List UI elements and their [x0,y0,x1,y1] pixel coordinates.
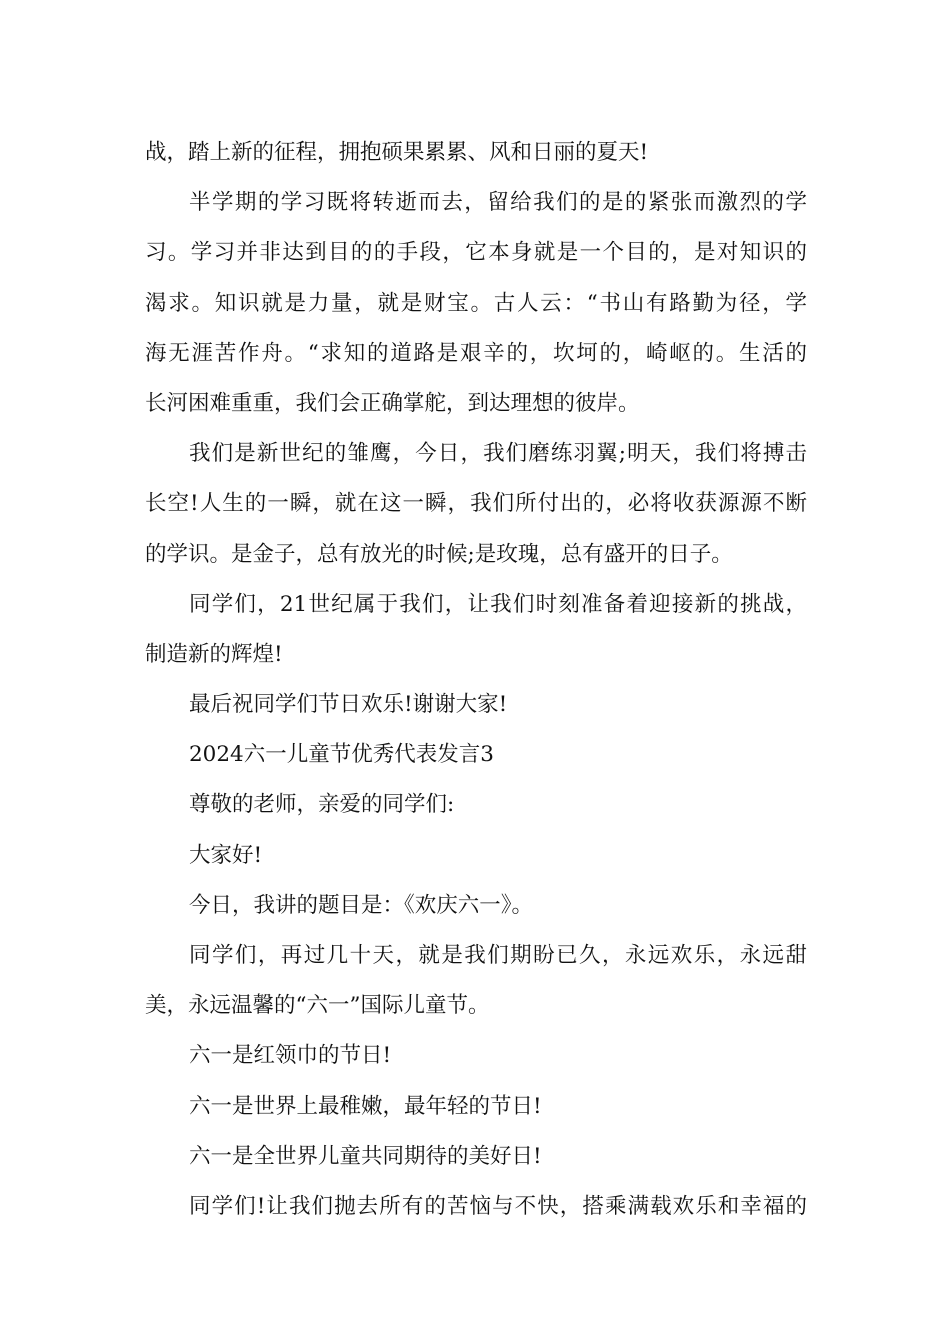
text-line: 同学们!让我们抛去所有的苦恼与不快，搭乘满载欢乐和幸福的 [189,1193,807,1219]
text-line: 长空!人生的一瞬，就在这一瞬，我们所付出的，必将收获源源不断 [145,491,807,517]
text-line: 美，永远温馨的“六一”国际儿童节。 [145,993,490,1019]
text-line: 战，踏上新的征程，拥抱硕果累累、风和日丽的夏天! [145,140,649,165]
text-line: 六一是全世界儿童共同期待的美好日! [189,1143,542,1169]
text-line: 六一是红领巾的节日! [189,1043,392,1069]
text-line: 同学们，再过几十天，就是我们期盼已久，永远欢乐，永远甜 [189,943,807,968]
text-line: 同学们，21世纪属于我们，让我们时刻准备着迎接新的挑战， [189,591,807,617]
text-line: 制造新的辉煌! [145,641,283,667]
text-line: 海无涯苦作舟。“求知的道路是艰辛的，坎坷的，崎岖的。生活的 [145,340,807,366]
text-line: 半学期的学习既将转逝而去，留给我们的是的紧张而激烈的学 [189,190,807,216]
text-line: 长河困难重重，我们会正确掌舵，到达理想的彼岸。 [145,390,640,416]
text-line: 我们是新世纪的雏鹰，今日，我们磨练羽翼;明天，我们将搏击 [189,441,807,467]
text-line: 2024六一儿童节优秀代表发言3 [189,742,494,768]
text-line: 尊敬的老师，亲爱的同学们: [189,792,455,818]
text-line: 大家好! [189,842,263,868]
text-line: 习。学习并非达到目的的手段，它本身就是一个目的，是对知识的 [145,240,807,266]
text-line: 渴求。知识就是力量，就是财宝。古人云：“书山有路勤为径，学 [145,290,807,316]
text-line: 的学识。是金子，总有放光的时候;是玫瑰，总有盛开的日子。 [145,541,733,567]
text-line: 最后祝同学们节日欢乐!谢谢大家! [189,692,508,718]
text-line: 今日，我讲的题目是：《欢庆六一》。 [189,892,534,918]
document-body [145,128,807,1232]
text-line: 六一是世界上最稚嫩，最年轻的节日! [189,1093,542,1119]
